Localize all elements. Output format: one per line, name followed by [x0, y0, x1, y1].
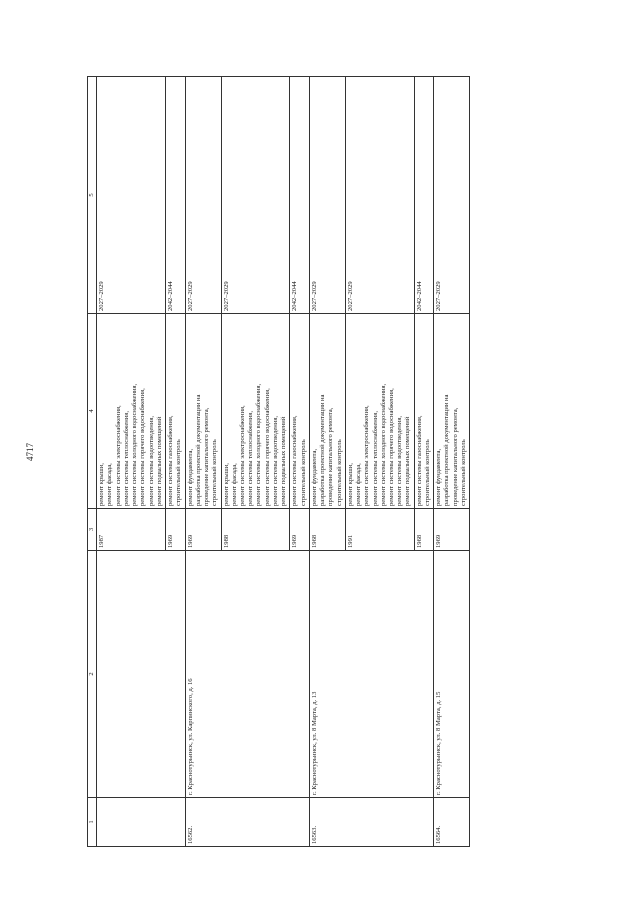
work-item: ремонт системы газоснабжения,	[291, 415, 299, 506]
entry-number-cell: 16562.	[185, 798, 309, 847]
work-item: ремонт системы электроснабжения,	[114, 405, 122, 506]
column-number-row	[88, 77, 97, 847]
work-item: ремонт крыши,	[222, 463, 230, 506]
works-cell	[97, 314, 166, 509]
year-cell: 1987	[97, 509, 166, 551]
work-item: разработка проектной документации на	[443, 394, 451, 506]
address-cell: г. Краснотурьинск, ул. Карпинского, д. 16	[185, 551, 309, 798]
work-item: ремонт крыши,	[98, 463, 106, 506]
table-row	[97, 77, 166, 847]
work-item: ремонт фасада,	[106, 463, 114, 506]
work-item: ремонт системы газоснабжения,	[415, 415, 423, 506]
year-cell: 1988	[221, 509, 290, 551]
work-item: ремонт системы холодного водоснабжения,	[255, 383, 263, 506]
period-cell: 2027–2029	[97, 77, 166, 314]
table-row	[309, 77, 345, 847]
year-cell: 1969	[185, 509, 221, 551]
work-item: разработка проектной документации на	[319, 394, 327, 506]
year-cell: 1968	[309, 509, 345, 551]
works-cell	[166, 314, 185, 509]
work-item: ремонт системы холодного водоснабжения,	[379, 383, 387, 506]
work-item: ремонт крыши,	[346, 463, 354, 506]
work-item: строительный контроль	[459, 439, 467, 506]
address-cell	[97, 551, 185, 798]
work-item: ремонт фасада,	[355, 463, 363, 506]
work-item: ремонт фундамента,	[435, 448, 443, 506]
work-item: ремонт фундамента,	[310, 448, 318, 506]
table-row	[434, 77, 470, 847]
work-item: строительный контроль	[211, 439, 219, 506]
work-item: проведение капитального ремонта,	[327, 407, 335, 506]
work-item: ремонт системы теплоснабжения,	[122, 411, 130, 506]
column-number-3: 3	[88, 509, 97, 551]
period-cell: 2027–2029	[345, 77, 414, 314]
work-item: ремонт системы горячего водоснабжения,	[139, 388, 147, 506]
works-cell	[345, 314, 414, 509]
year-cell: 1969	[290, 509, 309, 551]
year-cell: 1991	[345, 509, 414, 551]
work-item: ремонт системы водоотведения,	[147, 415, 155, 506]
work-item: ремонт подвальных помещений	[155, 416, 163, 506]
work-item: ремонт системы теплоснабжения,	[247, 411, 255, 506]
page-number: 4717	[25, 443, 35, 461]
period-cell: 2027–2029	[434, 77, 470, 314]
address-cell: г. Краснотурьинск, ул. 8 Марта, д. 15	[434, 551, 470, 798]
work-item: проведение капитального ремонта,	[451, 407, 459, 506]
table-row	[185, 77, 221, 847]
work-item: проведение капитального ремонта,	[203, 407, 211, 506]
period-cell: 2042–2044	[166, 77, 185, 314]
work-item: строительный контроль	[175, 439, 183, 506]
capital-repair-table	[87, 76, 470, 847]
works-cell	[290, 314, 309, 509]
entry-number-cell: 16563.	[309, 798, 433, 847]
work-item: строительный контроль	[335, 439, 343, 506]
work-item: ремонт фасада,	[230, 463, 238, 506]
year-cell: 1969	[166, 509, 185, 551]
work-item: ремонт системы водоотведения,	[271, 415, 279, 506]
work-item: ремонт системы горячего водоснабжения,	[387, 388, 395, 506]
column-number-2: 2	[88, 551, 97, 798]
work-item: ремонт фундамента,	[186, 448, 194, 506]
period-cell: 2042–2044	[290, 77, 309, 314]
column-number-5: 5	[88, 77, 97, 314]
work-item: ремонт системы электроснабжения,	[363, 405, 371, 506]
period-cell: 2027–2029	[185, 77, 221, 314]
works-cell	[221, 314, 290, 509]
work-item: разработка проектной документации на	[194, 394, 202, 506]
table-body	[97, 77, 470, 847]
column-number-4: 4	[88, 314, 97, 509]
works-cell	[185, 314, 221, 509]
period-cell: 2027–2029	[309, 77, 345, 314]
work-item: строительный контроль	[423, 439, 431, 506]
work-item: ремонт системы горячего водоснабжения,	[263, 388, 271, 506]
works-cell	[414, 314, 433, 509]
work-item: строительный контроль	[299, 439, 307, 506]
column-number-1: 1	[88, 798, 97, 847]
work-item: ремонт системы теплоснабжения,	[371, 411, 379, 506]
capital-repair-table-container	[87, 77, 577, 847]
work-item: ремонт подвальных помещений	[280, 416, 288, 506]
works-cell	[309, 314, 345, 509]
year-cell: 1968	[414, 509, 433, 551]
address-cell: г. Краснотурьинск, ул. 8 Марта, д. 13	[309, 551, 433, 798]
entry-number-cell: 16564.	[434, 798, 470, 847]
entry-number-cell	[97, 798, 185, 847]
work-item: ремонт системы холодного водоснабжения,	[131, 383, 139, 506]
period-cell: 2027–2029	[221, 77, 290, 314]
period-cell: 2042–2044	[414, 77, 433, 314]
work-item: ремонт подвальных помещений	[404, 416, 412, 506]
works-cell	[434, 314, 470, 509]
year-cell: 1969	[434, 509, 470, 551]
work-item: ремонт системы электроснабжения,	[238, 405, 246, 506]
work-item: ремонт системы газоснабжения,	[167, 415, 175, 506]
work-item: ремонт системы водоотведения,	[396, 415, 404, 506]
